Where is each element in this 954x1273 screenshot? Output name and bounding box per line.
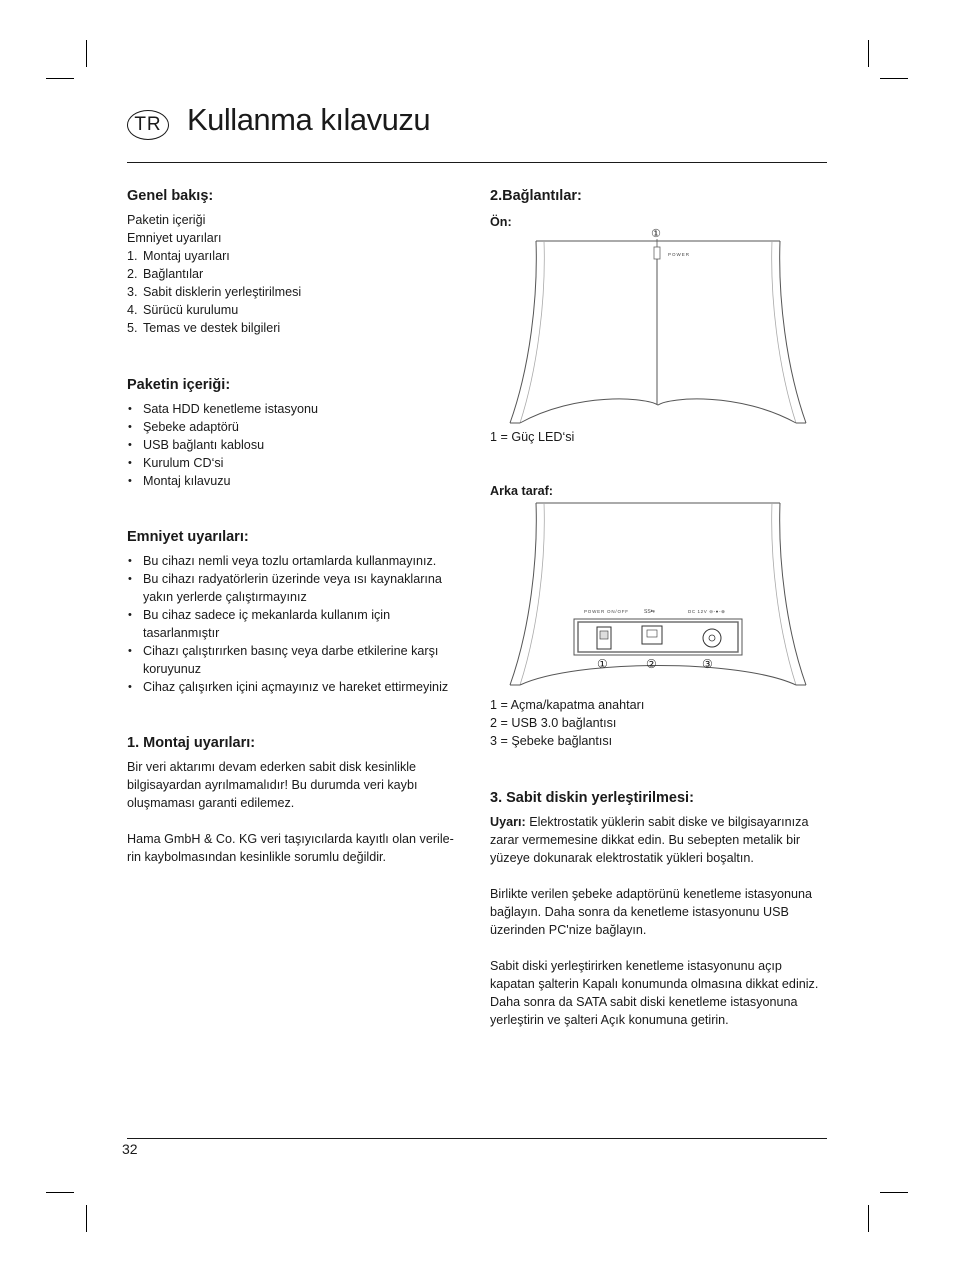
list-item: • Kurulum CD‘si	[127, 454, 465, 472]
list-item	[127, 319, 465, 337]
safety-heading: Emniyet uyarıları:	[127, 529, 249, 545]
safety-section	[127, 528, 465, 696]
safety-list	[127, 552, 465, 696]
legend-item: 1 = Açma/kapatma anahtarı	[490, 698, 645, 712]
item-number: 2.	[127, 267, 138, 281]
item-text: Sürücü kurulumu	[143, 303, 239, 317]
insert-heading: 3. Sabit diskin yerleştirilmesi:	[490, 790, 694, 806]
insert-warning	[490, 813, 828, 867]
insert-paragraph: Sabit diski yerleştirirken kenetleme istasyonunu açıp kapatan şalterin Kapalı konumunda olmasına dikkat ediniz. Daha sonra da SATA sabit diski kenetleme istasyonuna yerleştirin ve şalteri Açık konumuna getirin.	[490, 959, 819, 1027]
item-number: 4.	[127, 303, 138, 317]
package-heading: Paketin içeriği:	[127, 377, 231, 393]
list-item: • Bu cihazı nemli veya tozlu ortamlarda kullanmayınız.	[127, 552, 465, 570]
back-legend	[490, 696, 828, 750]
list-item	[127, 247, 465, 265]
package-section	[127, 376, 465, 490]
package-list	[127, 400, 465, 490]
back-usb-label: SS⇆	[644, 609, 655, 615]
legend-item: 2 = USB 3.0 bağlantısı	[490, 716, 617, 730]
list-item: • Cihaz çalışırken içini açmayınız ve hareket ettirmeyiniz	[127, 678, 465, 696]
page-title: Kullanma kılavuzu	[187, 102, 431, 137]
overview-heading: Genel bakış:	[127, 188, 214, 204]
crop-mark	[46, 1192, 74, 1193]
connections-heading: 2.Bağlantılar:	[490, 188, 582, 204]
page-header	[127, 98, 827, 162]
item-number: 5.	[127, 321, 138, 335]
list-item: • Bu cihazı radyatörlerin üzerinde veya ısı kaynaklarına yakın yerlerde çalıştırmayınız	[127, 570, 465, 606]
legend-item: 3 = Şebeke bağlantısı	[490, 734, 613, 748]
insert-section	[490, 789, 828, 1029]
overview-intro-item: Emniyet uyarıları	[127, 231, 222, 245]
right-column	[490, 187, 828, 1047]
list-item	[127, 283, 465, 301]
front-power-text: POWER	[668, 252, 691, 257]
crop-mark	[880, 78, 908, 79]
front-label: Ön:	[490, 215, 512, 229]
crop-mark	[86, 40, 87, 67]
back-view-figure	[506, 499, 810, 689]
front-view-figure	[506, 227, 810, 425]
list-item: • Cihazı çalıştırırken basınç veya darbe etkilerine karşı koruyunuz	[127, 642, 465, 678]
item-text: Sabit disklerin yerleştirilmesi	[143, 285, 302, 299]
item-number: 1.	[127, 249, 138, 263]
insert-paragraph: Birlikte verilen şebeke adaptörünü kenetleme istasyonuna bağlayın. Daha sonra da kenetleme istasyonunu USB üzerinden PC'nize bağlayın.	[490, 887, 813, 937]
mounting-section	[127, 734, 465, 866]
mounting-paragraph: Bir veri aktarımı devam ederken sabit disk kesinlikle bilgisayardan ayrılmamalıdır! Bu durumda veri kaybı oluşmaması garanti edilemez.	[127, 760, 418, 810]
mounting-heading: 1. Montaj uyarıları:	[127, 735, 256, 751]
crop-mark	[86, 1205, 87, 1232]
list-item: • Bu cihaz sadece iç mekanlarda kullanım için tasarlanmıştır	[127, 606, 465, 642]
overview-list	[127, 247, 465, 337]
header-rule	[127, 162, 827, 163]
item-text: Temas ve destek bilgileri	[143, 321, 281, 335]
item-text: Bağlantılar	[143, 267, 204, 281]
list-item	[127, 265, 465, 283]
list-item: • Şebeke adaptörü	[127, 418, 465, 436]
left-column	[127, 187, 465, 887]
back-dc-label: DC 12V ⊖-●-⊕	[688, 609, 726, 614]
crop-mark	[46, 78, 74, 79]
warning-text: Elektrostatik yüklerin sabit diske ve bilgisayarınıza zarar vermemesine dikkat edin. Bu sebepten metalik bir yüzeye dokunarak elektrostatik yükleri boşaltın.	[490, 815, 809, 865]
warning-label: Uyarı:	[490, 815, 526, 829]
crop-mark	[880, 1192, 908, 1193]
list-item: • Sata HDD kenetleme istasyonu	[127, 400, 465, 418]
crop-mark	[868, 1205, 869, 1232]
list-item	[127, 301, 465, 319]
front-legend: 1 = Güç LED‘si	[490, 430, 575, 444]
back-marker: ②	[646, 657, 657, 671]
language-badge: TR	[127, 110, 169, 140]
list-item: • Montaj kılavuzu	[127, 472, 465, 490]
page-number: 32	[122, 1141, 138, 1157]
back-marker: ③	[702, 657, 713, 671]
overview-section	[127, 187, 465, 337]
mounting-paragraph: Hama GmbH & Co. KG veri taşıyıcılarda kayıtlı olan verile-rin kaybolmasından kesinlikle sorumlu değildir.	[127, 832, 454, 864]
back-switch-label: POWER ON/OFF	[584, 609, 629, 614]
footer-rule	[127, 1138, 827, 1139]
back-marker: ①	[597, 657, 608, 671]
back-label: Arka taraf:	[490, 484, 553, 498]
item-text: Montaj uyarıları	[143, 249, 230, 263]
front-marker: ①	[651, 227, 661, 240]
list-item: • USB bağlantı kablosu	[127, 436, 465, 454]
item-number: 3.	[127, 285, 138, 299]
crop-mark	[868, 40, 869, 67]
overview-intro-item: Paketin içeriği	[127, 213, 206, 227]
